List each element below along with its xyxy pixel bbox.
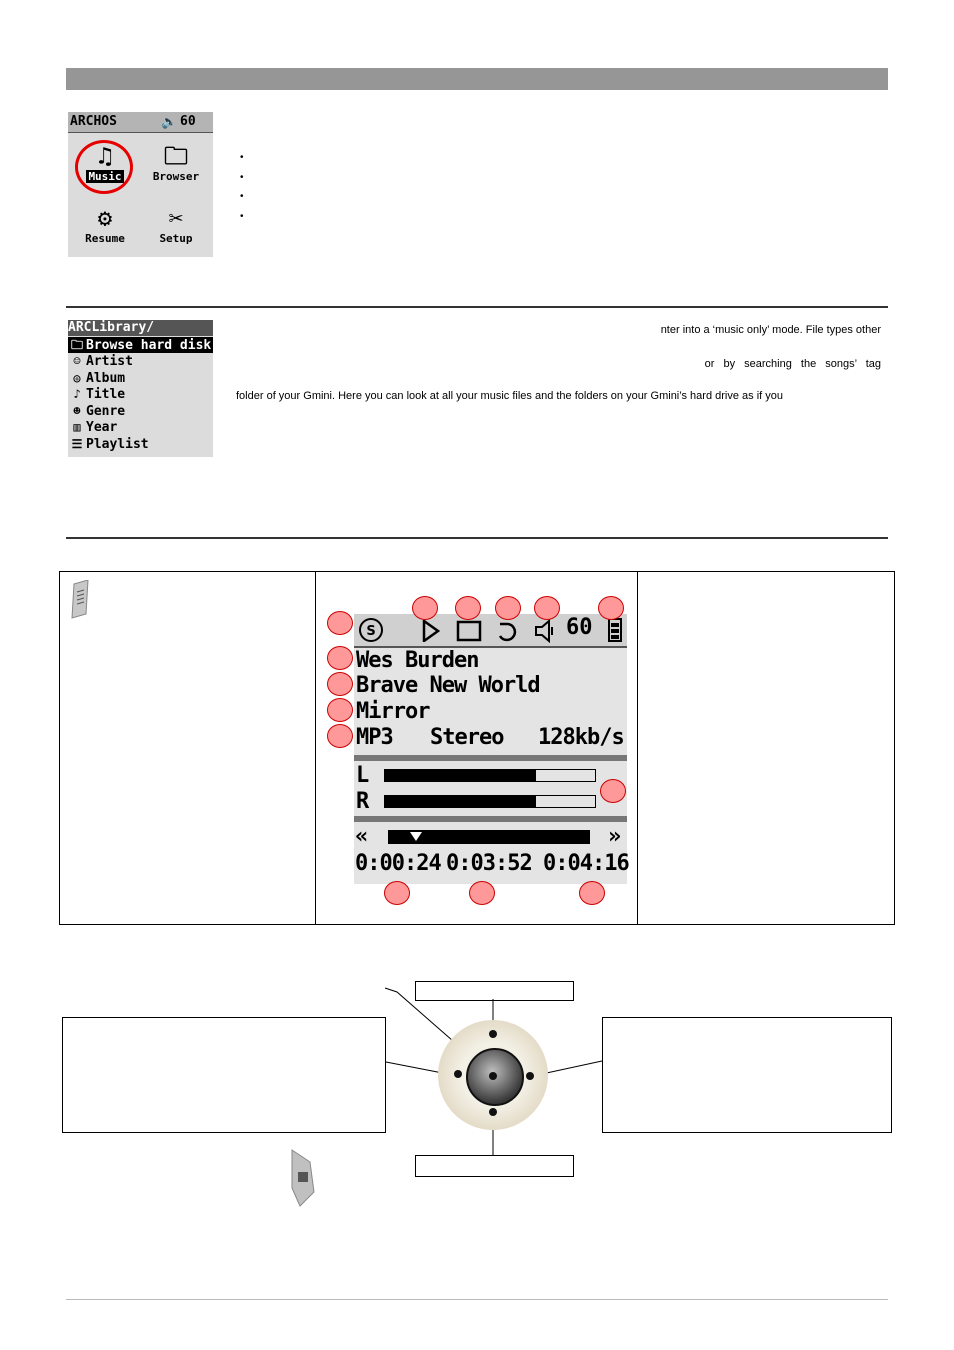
year-icon: ▥ [73,420,81,434]
svg-text:S: S [366,624,376,639]
text-fragment: or by searching the songs’ tag [704,358,881,370]
volume-value: 60 [566,615,593,640]
library-item-playlist[interactable]: ☰ Playlist [68,436,213,452]
file-format: MP3 [356,725,393,750]
bitrate: 128kb/s [538,725,624,750]
forward-icon[interactable]: » [608,824,622,849]
genre-icon: ☻ [73,404,81,418]
right-channel-label: R [356,789,369,814]
joystick-center-dot [489,1072,497,1080]
menu-item-label: Setup [159,232,193,245]
folder-icon: 🗀 [164,142,188,170]
setup-icon: ✂ [168,204,184,232]
note-icon: ♪ [73,387,81,401]
joystick-left-dot [454,1070,462,1078]
library-item-genre[interactable]: ☻ Genre [68,403,213,419]
channel-mode: Stereo [430,725,504,750]
library-path: ARCLibrary/ [68,320,213,336]
rewind-icon[interactable]: « [355,824,369,849]
library-item-title[interactable]: ♪ Title [68,386,213,402]
folder-icon: 🗀 [70,338,83,352]
remaining-time: 0:03:52 [446,851,532,876]
track-title: Mirror [356,699,430,724]
library-item-album[interactable]: ◎ Album [68,370,213,386]
joystick-up-dot [489,1030,497,1038]
library-item-artist[interactable]: ☺ Artist [68,353,213,369]
joystick-right-dot [526,1072,534,1080]
left-channel-label: L [356,763,369,788]
footer-rule [66,1299,888,1300]
album-icon: ◎ [73,371,81,385]
text-fragment: nter into a ‘music only’ mode. File types other [660,324,881,336]
menu-item-label: Music [88,170,122,183]
library-item-year[interactable]: ▥ Year [68,419,213,435]
speaker-icon: 🔈 [161,114,178,129]
menu-item-label: Browser [152,170,200,183]
volume-value: 60 [180,114,196,129]
playlist-icon: ☰ [71,437,83,451]
artist-name: Wes Burden [356,648,479,673]
menu-item-label: Resume [85,232,125,245]
album-name: Brave New World [356,673,540,698]
brand-label: ARCHOS [70,114,117,129]
total-time: 0:04:16 [543,851,629,876]
side-button-icon [288,1148,318,1208]
resume-icon: ⚙ [97,204,113,232]
joystick-down-dot [489,1108,497,1116]
artist-icon: ☺ [73,354,81,368]
music-icon: ♫ [97,142,113,170]
elapsed-time: 0:00:24 [355,851,441,876]
library-item-browse[interactable]: 🗀 Browse hard disk [68,337,213,353]
text-fragment: folder of your Gmini. Here you can look at all your music files and the folders on your Gmini’s hard drive as if you [236,390,783,402]
